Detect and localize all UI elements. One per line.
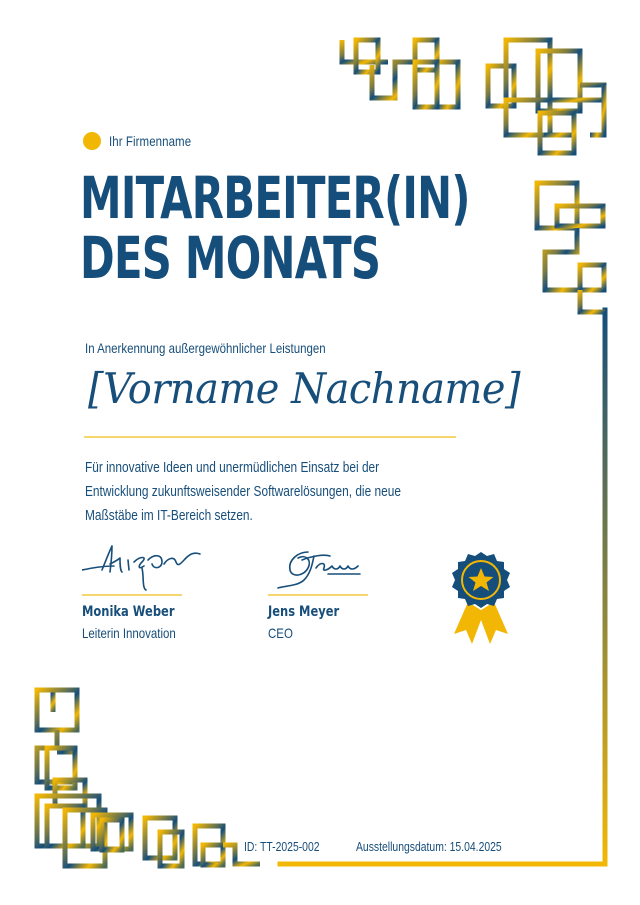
company-header <box>83 132 209 150</box>
award-description[interactable]: Für innovative Ideen und unermüdlichen Einsatz bei der Entwicklung zukunftsweisender Softwarelösungen, die neue Maßstäbe im IT-Bereich setzen. <box>85 460 401 524</box>
signature-line <box>268 594 368 596</box>
signatory-role[interactable]: CEO <box>268 625 293 641</box>
award-ribbon-star-icon <box>446 550 516 646</box>
certificate-title <box>80 164 470 292</box>
certificate-id: ID: TT-2025-002 <box>244 839 320 854</box>
issue-date: Ausstellungsdatum: 15.04.2025 <box>356 839 502 854</box>
signature-icon <box>82 540 212 592</box>
signatory-role[interactable]: Leiterin Innovation <box>82 625 176 641</box>
signatory-name[interactable]: Monika Weber <box>82 604 175 620</box>
recipient-name-field[interactable]: [Vorname Nachname] <box>88 364 521 413</box>
company-logo-dot-icon <box>83 132 101 150</box>
recipient-underline <box>84 436 456 438</box>
title-line-2: DES MONATS <box>80 224 381 292</box>
signature-block-2 <box>268 540 398 641</box>
recognition-subtitle: In Anerkennung außergewöhnlicher Leistungen <box>85 340 326 356</box>
title-line-1: MITARBEITER(IN) <box>80 164 470 232</box>
signatory-name[interactable]: Jens Meyer <box>268 604 340 620</box>
signature-line <box>82 594 182 596</box>
signature-block-1 <box>82 540 212 641</box>
company-name[interactable]: Ihr Firmenname <box>109 133 192 149</box>
signature-icon <box>268 540 398 592</box>
